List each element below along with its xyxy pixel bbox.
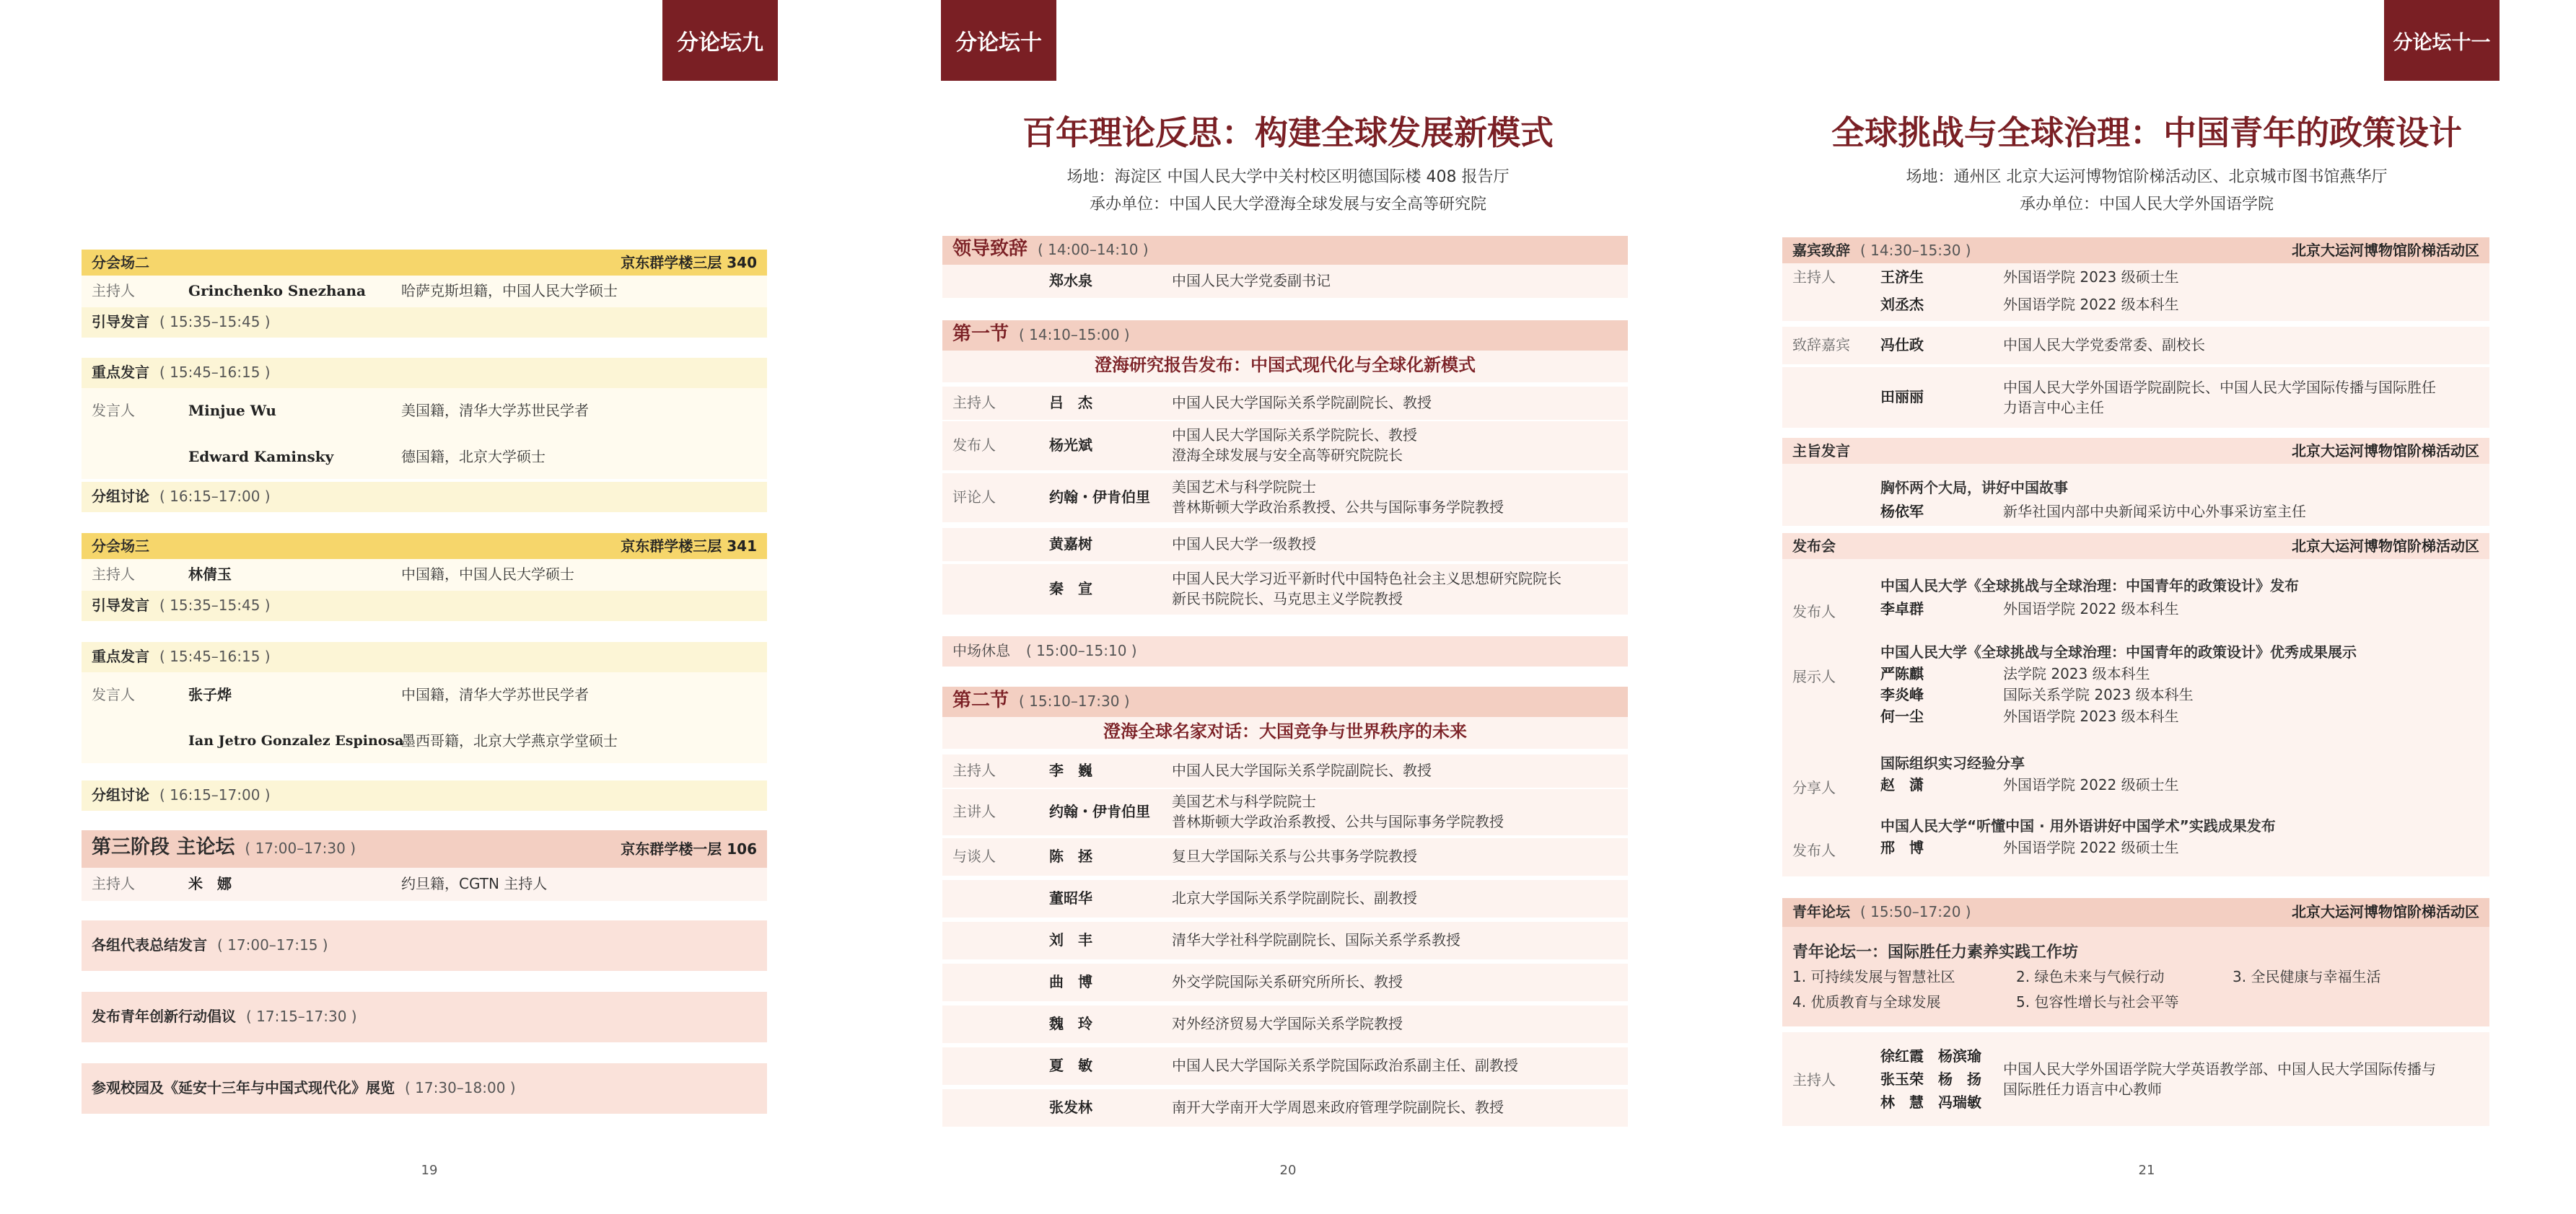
- stage-title: 第三阶段 主论坛 ( 17:00–17:30 ): [92, 836, 356, 858]
- section-location: 北京大运河博物馆阶梯活动区: [2292, 903, 2479, 920]
- person-info: 中国人民大学党委副书记: [1172, 272, 1331, 289]
- section-location: 北京大运河博物馆阶梯活动区: [2292, 537, 2479, 555]
- person-name: 邢 博: [1880, 839, 1924, 856]
- person-name: 吕 杰: [1049, 394, 1092, 411]
- person-info: 外国语学院 2022 级本科生: [2003, 600, 2179, 617]
- session-location: 京东群学楼三层 340: [621, 254, 757, 271]
- speaker-row: [82, 388, 767, 434]
- role-label: 与谈人: [952, 848, 996, 865]
- person-info: 外国语学院 2023 级硕士生: [2003, 268, 2179, 286]
- session-title: 分会场三: [92, 537, 149, 555]
- person-row: [942, 789, 1628, 835]
- role-label: 主讲人: [952, 803, 996, 820]
- stage-time: ( 17:00–17:30 ): [245, 840, 356, 857]
- section-header: [942, 236, 1628, 265]
- section-subtitle: 澄海研究报告发布：中国式现代化与全球化新模式: [1095, 355, 1476, 375]
- section-time: ( 14:10–15:00 ): [1019, 326, 1130, 343]
- section-subtitle: 澄海全球名家对话：大国竞争与世界秩序的未来: [1103, 721, 1467, 742]
- speaker-row: [82, 434, 767, 479]
- person-name: Grinchenko Snezhana: [188, 282, 366, 299]
- agenda-item: [82, 642, 767, 672]
- section-title: 主旨发言: [1792, 442, 1850, 459]
- person-name: 约翰・伊肯伯里: [1049, 488, 1150, 506]
- person-row: [942, 922, 1628, 959]
- role-label: 主持人: [1792, 268, 1836, 286]
- person-info: 墨西哥籍，北京大学燕京学堂硕士: [401, 732, 618, 749]
- venue: 场地：通州区 北京大运河博物馆阶梯活动区、北京城市图书馆燕华厅: [1906, 168, 2388, 186]
- agenda-time: ( 16:15–17:00 ): [159, 488, 271, 505]
- agenda-item: [82, 920, 767, 971]
- person-info: 国际关系学院 2023 级本科生: [2003, 686, 2194, 703]
- role-label: 发言人: [92, 402, 135, 419]
- person-name: 约翰・伊肯伯里: [1049, 803, 1150, 820]
- person-name: 刘 丰: [1049, 931, 1092, 949]
- agenda-item: [82, 482, 767, 512]
- person-info: 中国人民大学外国语学院大学英语教学部、中国人民大学国际传播与: [2003, 1060, 2436, 1078]
- person-name: 李卓群: [1880, 600, 1924, 617]
- person-name: 冯仕政: [1880, 336, 1924, 353]
- section-location: 北京大运河博物馆阶梯活动区: [2292, 442, 2479, 459]
- role-label: 发布人: [1792, 842, 1836, 859]
- topic-item: 5. 包容性增长与社会平等: [2016, 993, 2179, 1011]
- section-title: 发布会: [1792, 537, 1836, 555]
- person-name: 王济生: [1880, 268, 1924, 286]
- person-row: [942, 880, 1628, 918]
- person-name: 林倩玉: [188, 566, 232, 583]
- person-name: 魏 玲: [1049, 1015, 1092, 1032]
- section-header: [1782, 237, 2489, 263]
- person-info: 中国人民大学习近平新时代中国特色社会主义思想研究院院长: [1172, 570, 1561, 587]
- person-info: 澄海全球发展与安全高等研究院院长: [1172, 447, 1403, 464]
- person-info: 清华大学社科学院副院长、国际关系学系教授: [1172, 931, 1460, 949]
- host-row: [82, 559, 767, 591]
- person-info: 新民书院院长、马克思主义学院教授: [1172, 590, 1403, 607]
- person-name: 林 慧 冯瑞敏: [1880, 1094, 1981, 1111]
- person-info: 中国籍，中国人民大学硕士: [401, 566, 574, 583]
- section-header: [942, 687, 1628, 717]
- section-time: ( 15:50–17:20 ): [1860, 903, 1971, 920]
- stage-location: 京东群学楼一层 106: [621, 840, 757, 858]
- person-info: 对外经济贸易大学国际关系学院教授: [1172, 1015, 1403, 1032]
- person-name: 李炎峰: [1880, 686, 1924, 703]
- person-name: 陈 拯: [1049, 848, 1092, 865]
- person-name: 米 娜: [188, 875, 232, 892]
- session-title: 分会场二: [92, 254, 149, 271]
- person-name: 徐红霞 杨滨瑜: [1880, 1047, 1981, 1065]
- person-name: Ian Jetro Gonzalez Espinosa: [188, 733, 404, 749]
- agenda-time: ( 15:35–15:45 ): [159, 313, 271, 330]
- topic-title: 青年论坛一：国际胜任力素养实践工作坊: [1792, 944, 2079, 962]
- person-row: [942, 473, 1628, 522]
- agenda-label: 发布青年创新行动倡议 ( 17:15–17:30 ): [92, 1008, 357, 1025]
- person-info: 力语言中心主任: [2003, 399, 2104, 416]
- person-row: [942, 1006, 1628, 1043]
- person-row: [942, 265, 1628, 298]
- role-label: 发布人: [952, 436, 996, 454]
- section-time: ( 14:30–15:30 ): [1860, 242, 1971, 259]
- person-info: 国际胜任力语言中心教师: [2003, 1081, 2162, 1098]
- role-label: 主持人: [92, 282, 135, 299]
- person-name: 李 巍: [1049, 762, 1092, 779]
- organizer: 承办单位：中国人民大学外国语学院: [2019, 195, 2274, 214]
- person-row: [942, 838, 1628, 876]
- host-row: [1782, 1032, 2489, 1126]
- person-row: [942, 387, 1628, 420]
- role-label: 主持人: [92, 875, 135, 892]
- person-info: 外交学院国际关系研究所所长、教授: [1172, 973, 1403, 990]
- section-time: ( 15:10–17:30 ): [1019, 692, 1130, 710]
- role-label: 主持人: [952, 394, 996, 411]
- speaker-row: [82, 672, 767, 718]
- agenda-item: [82, 307, 767, 338]
- section-time: ( 14:00–14:10 ): [1038, 241, 1149, 258]
- person-info: 美国艺术与科学院院士: [1172, 478, 1316, 496]
- topic-item: 1. 可持续发展与智慧社区: [1792, 968, 1955, 985]
- forum-tag: 分论坛十一: [2384, 0, 2500, 81]
- agenda-time: ( 15:45–16:15 ): [159, 364, 271, 381]
- host-row: [82, 868, 767, 901]
- person-info: 法学院 2023 级本科生: [2003, 665, 2150, 682]
- agenda-label: 重点发言 ( 15:45–16:15 ): [92, 364, 271, 381]
- break-label: 中场休息 ( 15:00–15:10 ): [952, 642, 1137, 659]
- person-info: 外国语学院 2022 级硕士生: [2003, 776, 2179, 793]
- person-info: 中国人民大学党委常委、副校长: [2003, 336, 2205, 353]
- person-info: 哈萨克斯坦籍，中国人民大学硕士: [401, 282, 618, 299]
- agenda-item: [82, 591, 767, 621]
- person-info: 德国籍，北京大学硕士: [401, 448, 546, 465]
- keynote-row: [1782, 464, 2489, 526]
- section-header: [942, 320, 1628, 351]
- forum-tag: 分论坛十: [941, 0, 1056, 81]
- session-location: 京东群学楼三层 341: [621, 537, 757, 555]
- person-name: 田丽丽: [1880, 388, 1924, 405]
- section-title: 领导致辞 ( 14:00–14:10 ): [952, 238, 1149, 260]
- person-row: [942, 755, 1628, 788]
- speaker-row: [1782, 327, 2489, 364]
- person-info: 美国艺术与科学院院士: [1172, 793, 1316, 810]
- agenda-label: 各组代表总结发言 ( 17:00–17:15 ): [92, 936, 328, 954]
- role-label: 分享人: [1792, 779, 1836, 796]
- role-label: 致辞嘉宾: [1792, 336, 1850, 353]
- person-info: 外国语学院 2022 级本科生: [2003, 296, 2179, 313]
- venue: 场地：海淀区 中国人民大学中关村校区明德国际楼 408 报告厅: [1066, 168, 1510, 186]
- host-row: [82, 276, 767, 307]
- person-name: 何一尘: [1880, 708, 1924, 725]
- person-info: 北京大学国际关系学院副院长、副教授: [1172, 889, 1417, 907]
- person-info: 外国语学院 2022 级硕士生: [2003, 839, 2179, 856]
- topic-title: 胸怀两个大局，讲好中国故事: [1880, 479, 2068, 496]
- section-subtitle-row: [942, 717, 1628, 749]
- person-info: 中国人民大学国际关系学院副院长、教授: [1172, 394, 1432, 411]
- role-label: 发布人: [1792, 603, 1836, 620]
- person-info: 普林斯顿大学政治系教授、公共与国际事务学院教授: [1172, 813, 1504, 830]
- person-row: [942, 421, 1628, 470]
- role-label: 主持人: [92, 566, 135, 583]
- agenda-label: 引导发言 ( 15:35–15:45 ): [92, 313, 271, 330]
- agenda-item: [82, 358, 767, 388]
- role-label: 主持人: [1792, 1071, 1836, 1088]
- person-info: 中国籍，清华大学苏世民学者: [401, 686, 589, 703]
- section-header: [1782, 898, 2489, 927]
- speaker-row: [1782, 367, 2489, 428]
- host-row: [1782, 263, 2489, 321]
- agenda-label: 参观校园及《延安十三年与中国式现代化》展览 ( 17:30–18:00 ): [92, 1079, 516, 1096]
- person-name: 杨依军: [1880, 503, 1924, 520]
- person-name: 张发林: [1049, 1099, 1092, 1116]
- speaker-row: [82, 718, 767, 763]
- person-row: [942, 1047, 1628, 1085]
- person-name: Edward Kaminsky: [188, 448, 334, 465]
- youth-topics: [1782, 927, 2489, 1026]
- person-info: 中国人民大学国际关系学院院长、教授: [1172, 426, 1417, 444]
- person-info: 约旦籍，CGTN 主持人: [401, 875, 548, 892]
- agenda-time: ( 17:00–17:15 ): [217, 936, 328, 954]
- person-name: 黄嘉树: [1049, 535, 1092, 553]
- topic-item: 4. 优质教育与全球发展: [1792, 993, 1941, 1011]
- person-row: [942, 1089, 1628, 1127]
- topic-title: 中国人民大学《全球挑战与全球治理：中国青年的政策设计》优秀成果展示: [1880, 643, 2357, 661]
- forum-title: 百年理论反思：构建全球发展新模式: [1022, 113, 1554, 152]
- role-label: 主持人: [952, 762, 996, 779]
- person-name: 郑水泉: [1049, 272, 1092, 289]
- person-row: [942, 564, 1628, 615]
- organizer: 承办单位：中国人民大学澄海全球发展与安全高等研究院: [1089, 195, 1486, 214]
- role-label: 发言人: [92, 686, 135, 703]
- topic-title: 国际组织实习经验分享: [1880, 755, 2025, 772]
- agenda-item: [82, 1063, 767, 1114]
- agenda-label: 重点发言 ( 15:45–16:15 ): [92, 648, 271, 665]
- person-info: 南开大学南开大学周恩来政府管理学院副院长、教授: [1172, 1099, 1504, 1116]
- person-info: 美国籍，清华大学苏世民学者: [401, 402, 589, 419]
- forum-tag: 分论坛九: [662, 0, 778, 81]
- person-row: [942, 528, 1628, 561]
- person-name: 杨光斌: [1049, 436, 1092, 454]
- page-number: 20: [1279, 1163, 1297, 1178]
- topic-title: 中国人民大学《全球挑战与全球治理：中国青年的政策设计》发布: [1880, 577, 2299, 594]
- role-label: 展示人: [1792, 668, 1836, 685]
- page-19: [0, 0, 859, 1214]
- topic-title: 中国人民大学“听懂中国 · 用外语讲好中国学术”实践成果发布: [1880, 817, 2276, 835]
- session-header: [82, 533, 767, 559]
- person-info: 新华社国内部中央新闻采访中心外事采访室主任: [2003, 503, 2306, 520]
- person-name: 张玉荣 杨 扬: [1880, 1070, 1981, 1088]
- topic-item: 3. 全民健康与幸福生活: [2233, 968, 2381, 985]
- person-info: 普林斯顿大学政治系教授、公共与国际事务学院教授: [1172, 498, 1504, 516]
- section-title: 第一节 ( 14:10–15:00 ): [952, 323, 1130, 345]
- page-21: [1717, 0, 2576, 1214]
- section-header: [1782, 533, 2489, 559]
- agenda-item: [82, 780, 767, 811]
- agenda-label: 引导发言 ( 15:35–15:45 ): [92, 597, 271, 614]
- section-header: [1782, 438, 2489, 464]
- forum-title: 全球挑战与全球治理：中国青年的政策设计: [1831, 113, 2462, 152]
- person-name: 曲 博: [1049, 973, 1092, 990]
- section-location: 北京大运河博物馆阶梯活动区: [2292, 242, 2479, 259]
- person-name: 赵 潇: [1880, 776, 1924, 793]
- person-name: 刘丞杰: [1880, 296, 1924, 313]
- section-title: 嘉宾致辞 ( 14:30–15:30 ): [1792, 242, 1971, 259]
- person-name: 董昭华: [1049, 889, 1092, 907]
- person-name: 严陈麒: [1880, 665, 1924, 682]
- agenda-time: ( 15:35–15:45 ): [159, 597, 271, 614]
- break-time: ( 15:00–15:10 ): [1026, 642, 1137, 659]
- person-name: 张子烨: [188, 686, 232, 703]
- section-title: 青年论坛 ( 15:50–17:20 ): [1792, 903, 1971, 920]
- person-info: 复旦大学国际关系与公共事务学院教授: [1172, 848, 1417, 865]
- person-info: 中国人民大学国际关系学院国际政治系副主任、副教授: [1172, 1057, 1518, 1074]
- session-header: [82, 250, 767, 276]
- agenda-label: 分组讨论 ( 16:15–17:00 ): [92, 786, 271, 804]
- agenda-item: [82, 992, 767, 1042]
- section-subtitle-row: [942, 351, 1628, 382]
- topic-item: 2. 绿色未来与气候行动: [2016, 968, 2165, 985]
- person-name: 夏 敏: [1049, 1057, 1092, 1074]
- launch-block: [1782, 559, 2489, 876]
- stage-header: [82, 830, 767, 868]
- role-label: 评论人: [952, 488, 996, 506]
- agenda-time: ( 16:15–17:00 ): [159, 786, 271, 804]
- page-20: [859, 0, 1717, 1214]
- agenda-time: ( 15:45–16:15 ): [159, 648, 271, 665]
- person-name: Minjue Wu: [188, 402, 276, 419]
- person-info: 外国语学院 2023 级本科生: [2003, 708, 2179, 725]
- person-name: 秦 宣: [1049, 580, 1092, 597]
- agenda-time: ( 17:15–17:30 ): [246, 1008, 357, 1025]
- page-number: 21: [2138, 1163, 2155, 1178]
- agenda-label: 分组讨论 ( 16:15–17:00 ): [92, 488, 271, 505]
- person-row: [942, 964, 1628, 1001]
- person-info: 中国人民大学外国语学院副院长、中国人民大学国际传播与国际胜任: [2003, 379, 2436, 396]
- agenda-time: ( 17:30–18:00 ): [405, 1079, 516, 1096]
- section-title: 第二节 ( 15:10–17:30 ): [952, 690, 1130, 711]
- person-info: 中国人民大学一级教授: [1172, 535, 1316, 553]
- page-number: 19: [421, 1163, 438, 1178]
- break-row: [942, 636, 1628, 667]
- person-info: 中国人民大学国际关系学院副院长、教授: [1172, 762, 1432, 779]
